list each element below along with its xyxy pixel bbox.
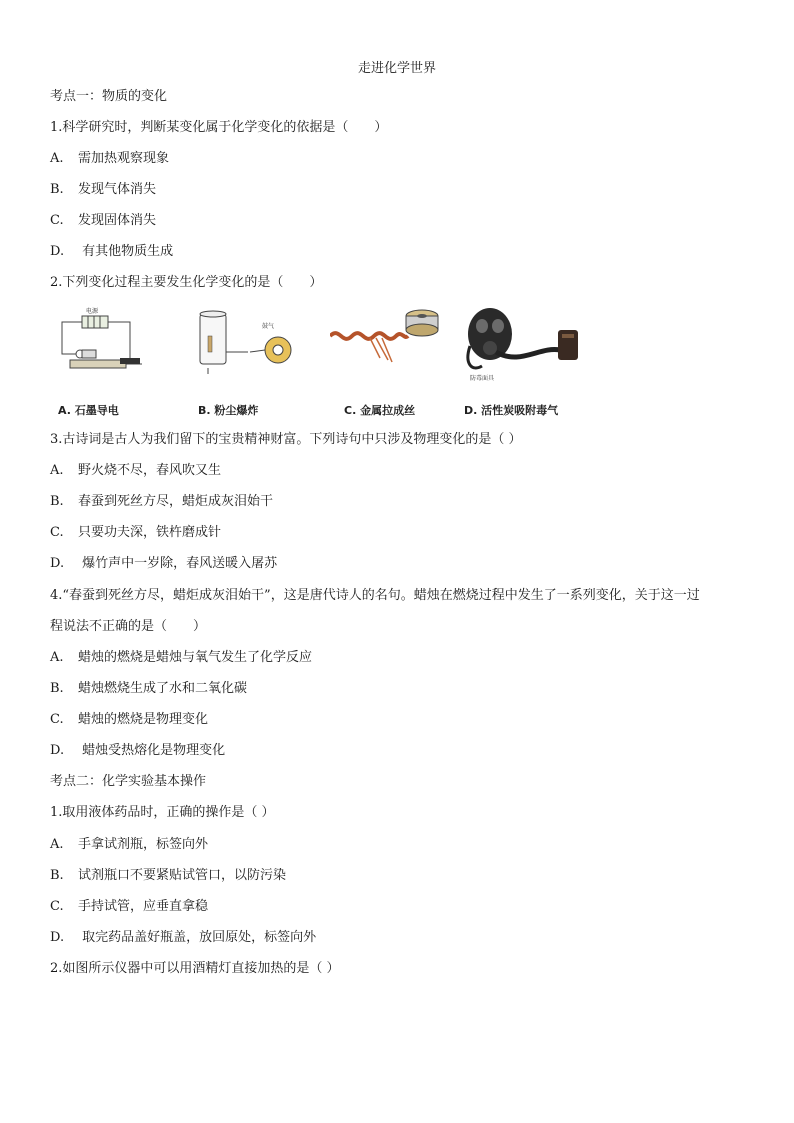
option-text: 手拿试剂瓶，标签向外 [78,837,209,852]
question-2-1-stem: 1.取用液体药品时，正确的操作是（ ） [50,805,275,820]
option-label: B. [50,681,64,696]
option-text: 爆竹声中一岁除，春风送暖入屠苏 [78,556,278,571]
question-1-4-option-b [50,680,247,698]
dust-explosion-apparatus-icon [190,306,320,396]
question-1-4-option-a [50,649,312,667]
question-1-3-option-b [50,493,273,511]
option-label: A. [50,837,64,852]
figure-gas-mask [460,306,610,426]
circuit-diagram-icon [50,306,180,396]
question-1-4-stem-line1: 4.“春蚕到死丝方尽，蜡炬成灰泪始干”，这是唐代诗人的名句。蜡烛在燃烧过程中发生了一系列变化，关于这一过 [50,588,700,603]
option-text: 需加热观察现象 [78,151,170,166]
option-label: B. [50,868,64,883]
question-1-2-stem: 2.下列变化过程主要发生化学变化的是（ ） [50,275,323,290]
option-label: A. [50,650,64,665]
figure-caption-c: C. 金属拉成丝 [344,404,416,417]
option-text: 试剂瓶口不要紧贴试管口，以防污染 [78,868,287,883]
page-title: 走进化学世界 [357,61,436,76]
option-text: 取完药品盖好瓶盖，放回原处，标签向外 [78,930,317,945]
option-label: C. [50,712,64,727]
option-text: 发现固体消失 [78,213,157,228]
figure-caption-a: A. 石墨导电 [58,404,119,417]
gas-mask-icon [460,306,610,396]
question-2-1-option-a [50,836,208,854]
option-text: 蜡烛的燃烧是蜡烛与氧气发生了化学反应 [78,650,313,665]
option-label: C. [50,899,64,914]
option-label: D. [50,556,65,571]
option-text: 春蚕到死丝方尽，蜡炬成灰泪始干 [78,494,274,509]
option-label: D. [50,930,65,945]
section-heading-1: 考点一：物质的变化 [50,89,168,104]
question-1-3-option-a [50,462,221,480]
option-label: D. [50,244,65,259]
option-label: C. [50,213,64,228]
power-label: 电源 [86,308,99,315]
option-text: 有其他物质生成 [78,244,174,259]
question-1-1-option-b [50,181,156,199]
question-1-1-option-c [50,212,156,230]
question-1-4-stem-line2: 程说法不正确的是（ ） [50,619,207,634]
question-2-2-stem: 2.如图所示仪器中可以用酒精灯直接加热的是（ ） [50,961,340,976]
option-text: 蜡烛受热熔化是物理变化 [78,743,226,758]
question-1-1-option-a [50,150,169,168]
figure-metal-wire [330,306,460,426]
figure-dust-explosion [190,306,320,426]
figure-caption-d: D. 活性炭吸附毒气 [464,404,559,417]
question-1-2-figures [50,306,610,426]
gas-mask-label: 防毒面具 [470,375,495,382]
option-text: 发现气体消失 [78,182,157,197]
option-label: C. [50,525,64,540]
question-1-1-option-d [50,243,173,261]
option-label: B. [50,182,64,197]
question-1-4-option-d [50,742,225,760]
option-text: 手持试管，应垂直拿稳 [78,899,209,914]
question-1-3-stem: 3.古诗词是古人为我们留下的宝贵精神财富。下列诗句中只涉及物理变化的是（ ） [50,432,522,447]
option-label: A. [50,463,64,478]
option-text: 蜡烛的燃烧是物理变化 [78,712,209,727]
section-heading-2: 考点二：化学实验基本操作 [50,774,207,789]
option-label: D. [50,743,65,758]
question-2-1-option-d [50,929,316,947]
figure-graphite-circuit [50,306,180,426]
question-1-3-option-c [50,524,221,542]
option-label: A. [50,151,64,166]
question-2-1-option-b [50,867,286,885]
option-text: 野火烧不尽，春风吹又生 [78,463,222,478]
option-text: 只要功夫深，铁杵磨成针 [78,525,222,540]
question-1-3-option-d [50,555,277,573]
air-label: 鼓气 [262,323,275,330]
question-2-1-option-c [50,898,208,916]
figure-caption-b: B. 粉尘爆炸 [198,404,259,417]
question-1-4-option-c [50,711,208,729]
copper-wire-icon [330,306,460,396]
question-1-1-stem: 1.科学研究时，判断某变化属于化学变化的依据是（ ） [50,120,388,135]
option-label: B. [50,494,64,509]
option-text: 蜡烛燃烧生成了水和二氧化碳 [78,681,248,696]
